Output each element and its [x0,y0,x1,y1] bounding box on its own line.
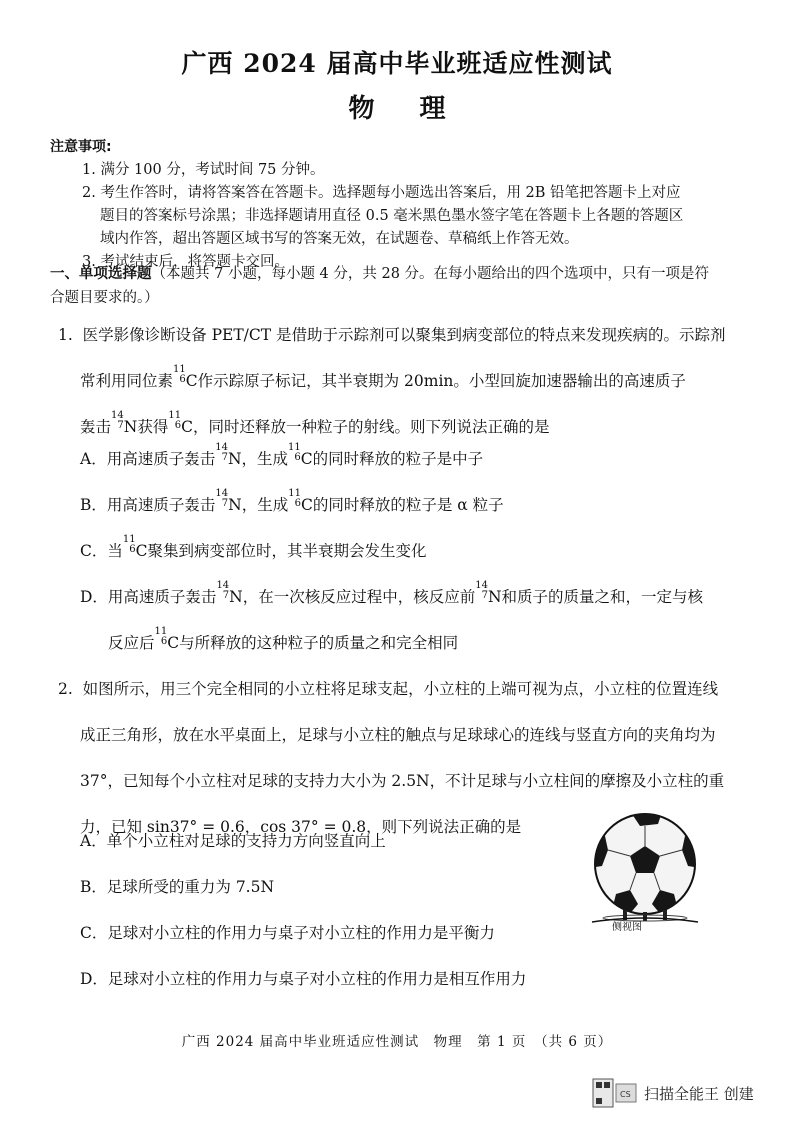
nuclide-c11: 11 6 C [288,442,313,468]
q2-line-4: 力，已知 sin37° = 0.6，cos 37° = 0.8，则下列说法正确的是 [80,818,522,836]
svg-text:CS: CS [620,1090,631,1099]
subject-title: 物 理 [348,94,464,124]
q1-text: 获得 [137,418,169,436]
q1-text: 作示踪原子标记，其半衰期为 20min。小型回旋加速器输出的高速质子 [197,372,686,390]
q2-option-c: C．足球对小立柱的作用力与桌子对小立柱的作用力是平衡力 [80,924,495,942]
nuclide-c11: 11 6 C [288,488,313,514]
section-desc: （本题共 7 小题，每小题 4 分，共 28 分。在每小题给出的四个选项中，只有一项是符 [151,266,710,282]
q1-option-c: C．当 11 6 C聚集到病变部位时，其半衰期会发生变化 [80,528,740,574]
q1-option-d: D．用高速质子轰击 14 7 N，在一次核反应过程中，核反应前 14 7 N和质子的质量之和，一定与核 [80,574,740,620]
question-1 [58,312,748,450]
q2-option-a: A．单个小立柱对足球的支持力方向竖直向上 [80,832,386,850]
page-footer: 广西 2024 届高中毕业班适应性测试 物理 第 1 页 （共 6 页） [181,1034,613,1050]
q2-option-d: D．足球对小立柱的作用力与桌子对小立柱的作用力是相互作用力 [80,970,527,988]
nuclide-n14: 14 7 N [216,580,243,606]
notes-heading: 注意事项: [50,139,112,155]
exam-title: 广西 2024 届高中毕业班适应性测试 [181,49,613,78]
section-desc-cont: 合题目要求的。） [50,290,159,306]
nuclide-n14: 14 7 N [111,410,138,436]
q1-option-b: B．用高速质子轰击 14 7 N，生成 11 6 C的同时释放的粒子是 α 粒子 [80,482,740,528]
section-1-header [50,262,750,310]
note-item: 域内作答，超出答题区域书写的答案无效，在试题卷、草稿纸上作答无效。 [100,231,579,247]
note-item: 2. 考生作答时，请将答案答在答题卡。选择题每小题选出答案后，用 2B 铅笔把答题卡上对应 [82,185,681,201]
q1-option-a: A．用高速质子轰击 14 7 N，生成 11 6 C的同时释放的粒子是中子 [80,436,740,482]
q2-line-3: 37°，已知每个小立柱对足球的支持力大小为 2.5N，不计足球与小立柱间的摩擦及小立柱的重 [80,772,725,790]
nuclide-n14: 14 7 N [215,488,242,514]
nuclide-c11: 11 6 C [173,364,198,390]
q1-option-d-cont: 反应后 11 6 C与所释放的这种粒子的质量之和完全相同 [80,620,740,666]
nuclide-c11: 11 6 C [168,410,193,436]
q2-option-b: B．足球所受的重力为 7.5N [80,878,275,896]
nuclide-n14: 14 7 N [215,442,242,468]
camscanner-logo-icon [592,1078,638,1108]
q1-text: 轰击 [80,418,112,436]
q1-options [80,436,740,666]
section-heading: 一、单项选择题 [50,266,152,282]
note-item: 题目的答案标号涂黑；非选择题请用直径 0.5 毫米黑色墨水签字笔在答题卡上各题的答题区 [100,208,684,224]
nuclide-n14: 14 7 N [475,580,502,606]
q1-text: 常利用同位素 [80,372,174,390]
nuclide-c11: 11 6 C [122,534,148,560]
soccer-ball-figure [590,806,700,936]
figure-caption: 侧视图 [612,922,642,933]
note-item: 1. 满分 100 分，考试时间 75 分钟。 [82,162,325,178]
q2-line-1: 如图所示，用三个完全相同的小立柱将足球支起，小立柱的上端可视为点，小立柱的位置连线 [82,680,719,698]
q1-text: ，同时还释放一种粒子的射线。则下列说法正确的是 [192,418,550,436]
nuclide-c11: 11 6 C [154,626,180,652]
watermark-text: 扫描全能王 创建 [644,1084,754,1103]
note-item: 3. 考试结束后，将答题卡交回。 [82,254,289,270]
question-number: 1. [58,326,73,344]
notes-block [50,136,750,274]
scanner-watermark [592,1076,782,1110]
question-number: 2. [58,680,73,698]
q2-line-2: 成正三角形，放在水平桌面上，足球与小立柱的触点与足球球心的连线与竖直方向的夹角均为 [80,726,716,744]
q1-line-1: 医学影像诊断设备 PET/CT 是借助于示踪剂可以聚集到病变部位的特点来发现疾病的。示踪剂 [82,326,726,344]
